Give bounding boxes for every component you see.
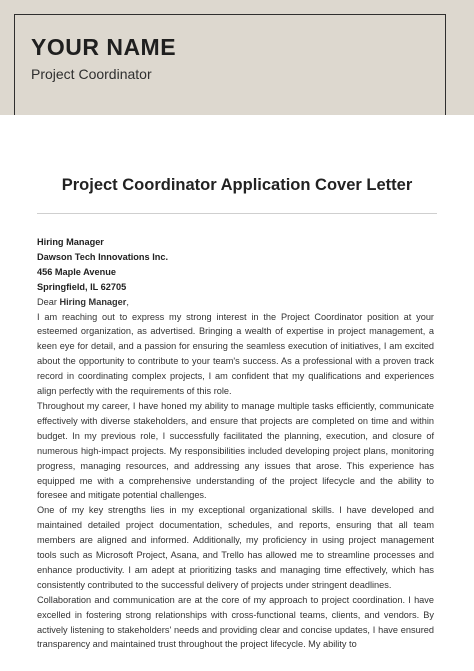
document-title: Project Coordinator Application Cover Letter	[61, 176, 413, 194]
title-divider	[37, 213, 437, 214]
recipient-street: 456 Maple Avenue	[37, 266, 116, 277]
header-frame	[14, 14, 446, 115]
salutation-name: Hiring Manager	[59, 296, 127, 307]
salutation-prefix: Dear	[37, 296, 60, 307]
recipient-company: Dawson Tech Innovations Inc.	[37, 251, 169, 262]
paragraph-collaboration: Collaboration and communication are at the core of my approach to project coordination. I have excelled in fostering strong relationships with cross-functional teams, clients, and vendors. By actively listening to stakeholders' needs and providing clear and concise updates, I have ensured transparency and maintained trust throughout the project lifecycle. My ability to	[37, 594, 434, 650]
paragraph-intro: I am reaching out to express my strong interest in the Project Coordinator position at your esteemed organization, as advertised. Bringing a wealth of expertise in project management, a keen eye for detail, and a passion for ensuring the seamless execution of initiatives, I am excited about the opportunity to contribute to your team's success. As a professional with a proven track record in coordinating complex projects, I am confident that my qualifications and experiences align perfectly with the requirements of this role.	[37, 311, 434, 397]
paragraph-organization: One of my key strengths lies in my exceptional organizational skills. I have developed and maintained detailed project documentation, schedules, and reports, ensuring that all team members are aligned and informed. Additionally, my proficiency in using project management tools such as Microsoft Project, Asana, and Trello has allowed me to streamline processes and enhance productivity. I am adept at prioritizing tasks and managing time effectively, which has consistently contributed to the successful delivery of projects under stringent deadlines.	[37, 505, 434, 590]
letter-body	[37, 235, 434, 652]
salutation	[37, 295, 434, 310]
applicant-role: Project Coordinator	[31, 66, 152, 82]
recipient-name: Hiring Manager	[37, 237, 104, 247]
recipient-city: Springfield, IL 62705	[37, 281, 127, 292]
paragraph-experience: Throughout my career, I have honed my ability to manage multiple tasks efficiently, communicate effectively with diverse stakeholders, and ensure that projects are completed on time and within budget. In my previous role, I successfully facilitated the planning, execution, and closure of numerous high-impact projects. My responsibilities included developing project plans, monitoring progress, managing resources, and addressing any issues that arose. This experience has equipped me with a comprehensive understanding of the project lifecycle and the ability to foresee and mitigate potential challenges.	[37, 400, 434, 501]
salutation-suffix: ,	[126, 296, 129, 307]
applicant-name: YOUR NAME	[31, 34, 177, 60]
